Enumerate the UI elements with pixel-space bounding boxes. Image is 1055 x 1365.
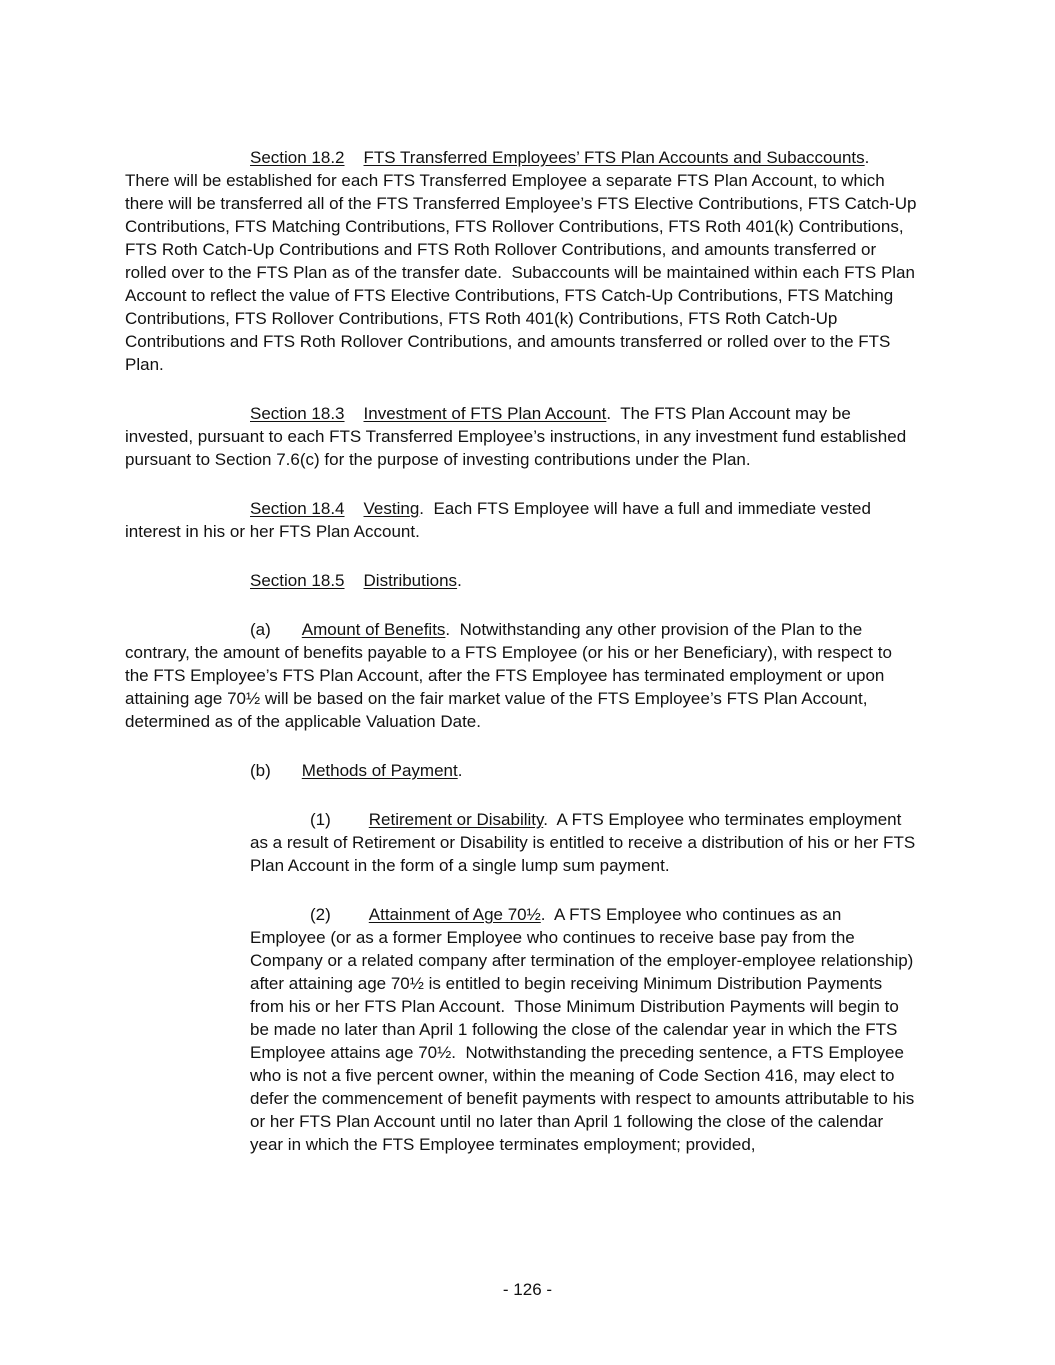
- clause-1-title: Retirement or Disability: [368, 810, 544, 829]
- section-18-2-body: . There will be established for each FTS Transferred Employee a separate FTS Plan Account, to which there will be transferred all of the FTS Transferred Employee’s FTS Elective Contributions, FTS Catch-Up Contributions, FTS Matching Contributions, FTS Rollover Contributions, FTS Roth 401(k) Contributions, FTS Roth Catch-Up Contributions and FTS Roth Rollover Contributions, and amounts transferred or rolled over to the FTS Plan as of the transfer date. Subaccounts will be maintained within each FTS Plan Account to reflect the value of FTS Elective Contributions, FTS Catch-Up Contributions, FTS Matching Contributions, FTS Rollover Contributions, FTS Roth 401(k) Contributions, FTS Roth Catch-Up Contributions and FTS Roth Rollover Contributions, and amounts transferred or rolled over to the FTS Plan.: [125, 148, 922, 374]
- clause-1-body: . A FTS Employee who terminates employment as a result of Retirement or Disability is entitled to receive a distribution of his or her FTS Plan Account in the form of a single lump sum payment.: [250, 810, 920, 875]
- clause-2-label: (2): [310, 905, 331, 924]
- subsection-b-paragraph: [125, 759, 920, 782]
- section-18-2-paragraph: [125, 146, 920, 376]
- subsection-a-title: Amount of Benefits: [301, 620, 446, 639]
- section-18-3-label: Section 18.3: [250, 404, 345, 423]
- clause-2-title: Attainment of Age 70½: [368, 905, 541, 924]
- page-number: - 126 -: [502, 1280, 553, 1299]
- section-18-5-label: Section 18.5: [250, 571, 345, 590]
- section-18-2-title: FTS Transferred Employees’ FTS Plan Accounts and Subaccounts: [363, 148, 865, 167]
- section-18-3-paragraph: [125, 402, 920, 471]
- subsection-a-label: (a): [250, 620, 271, 639]
- clause-1-label: (1): [310, 810, 331, 829]
- section-18-5-title: Distributions: [363, 571, 458, 590]
- subsection-a-body: . Notwithstanding any other provision of the Plan to the contrary, the amount of benefits payable to a FTS Employee (or his or her Beneficiary), with respect to the FTS Employee’s FTS Plan Account, after the FTS Employee has terminated employment or upon attaining age 70½ will be based on the fair market value of the FTS Employee’s FTS Plan Account, determined as of the applicable Valuation Date.: [125, 620, 897, 731]
- section-18-4-label: Section 18.4: [250, 499, 345, 518]
- subsection-a-paragraph: [125, 618, 920, 733]
- section-18-3-body: . The FTS Plan Account may be invested, pursuant to each FTS Transferred Employee’s instructions, in any investment fund established pursuant to Section 7.6(c) for the purpose of investing contributions under the Plan.: [125, 404, 911, 469]
- subsection-b-label: (b): [250, 761, 271, 780]
- clause-2-paragraph: [250, 903, 920, 1156]
- clause-1-paragraph: [250, 808, 920, 877]
- section-18-4-title: Vesting: [363, 499, 420, 518]
- section-18-5-body: .: [457, 571, 462, 590]
- clause-2-body: . A FTS Employee who continues as an Employee (or as a former Employee who continues to receive base pay from the Company or a related company after termination of the employer-employee relationship) after attaining age 70½ is entitled to begin receiving Minimum Distribution Payments from his or her FTS Plan Account. Those Minimum Distribution Payments will begin to be made no later than April 1 following the close of the calendar year in which the FTS Employee attains age 70½. Notwithstanding the preceding sentence, a FTS Employee who is not a five percent owner, within the meaning of Code Section 416, may elect to defer the commencement of benefit payments with respect to amounts attributable to his or her FTS Plan Account until no later than April 1 following the close of the calendar year in which the FTS Employee terminates employment; provided,: [250, 905, 920, 1154]
- section-18-2-label: Section 18.2: [250, 148, 345, 167]
- subsection-b-title: Methods of Payment: [301, 761, 458, 780]
- subsection-b-body: .: [457, 761, 463, 780]
- section-18-5-paragraph: [125, 569, 920, 592]
- section-18-3-title: Investment of FTS Plan Account: [363, 404, 607, 423]
- section-18-4-paragraph: [125, 497, 920, 543]
- section-18-4-body: . Each FTS Employee will have a full and immediate vested interest in his or her FTS Plan Account.: [125, 499, 876, 541]
